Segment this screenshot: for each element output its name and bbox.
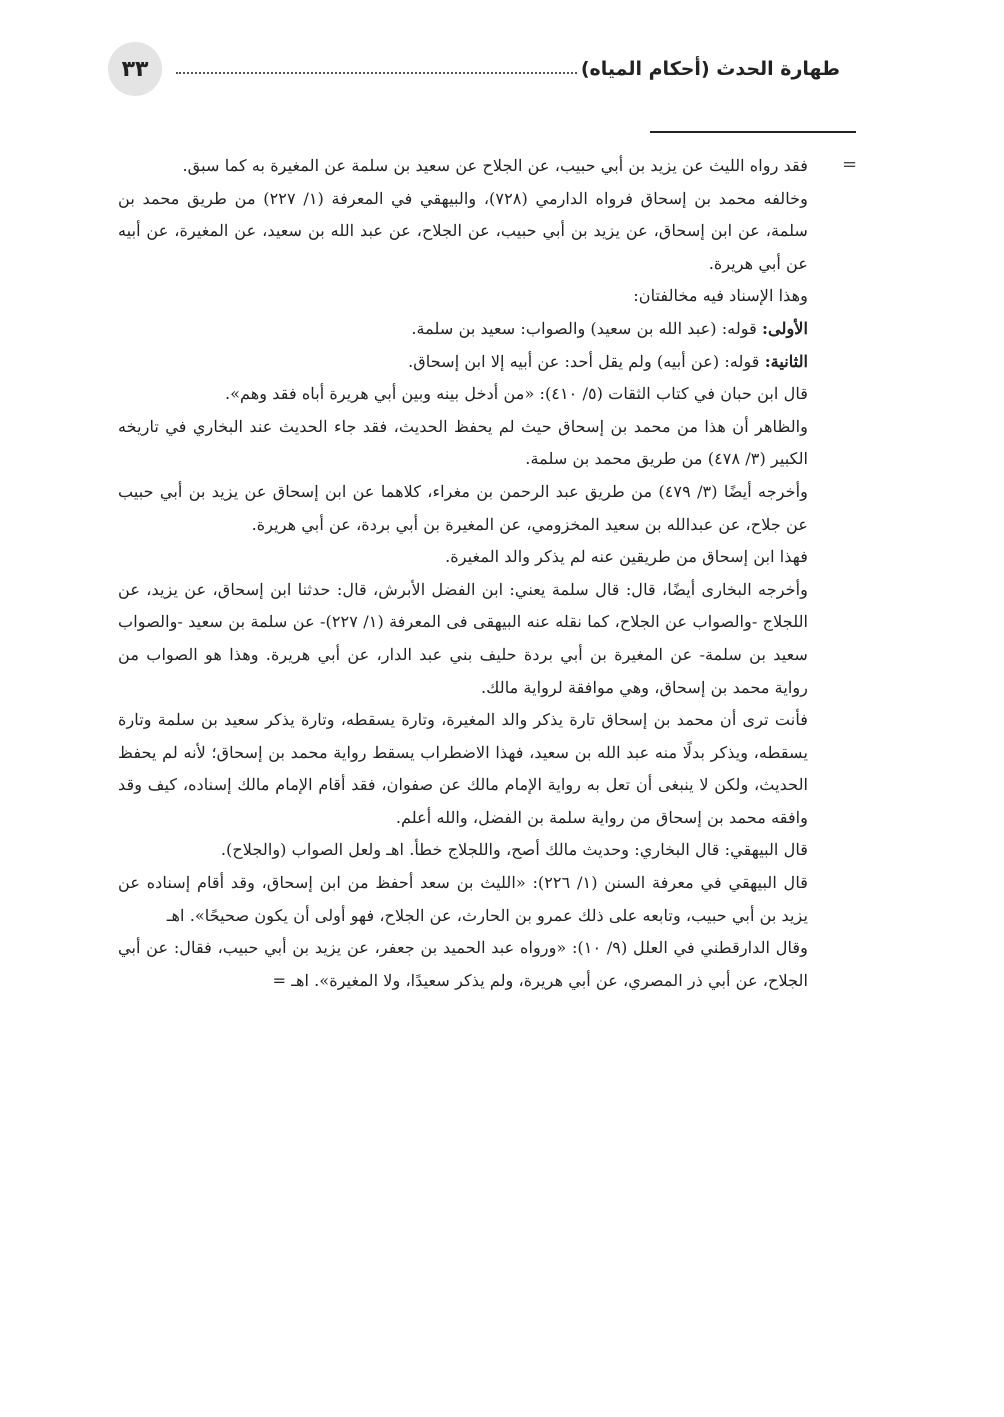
paragraph: قال البيهقي في معرفة السنن (١/ ٢٢٦): «الليث بن سعد أحفظ من ابن إسحاق، وقد أقام إسناده عن يزيد بن أبي حبيب، وتابعه على ذلك عمرو بن الحارث، عن الجلاح، فهو أولى أن يكون صحيحًا». اهـ — [118, 873, 808, 925]
footnote-continuation-mark: = — [842, 154, 858, 175]
paragraph: قال البيهقي: قال البخاري: وحديث مالك أصح، واللجلاج خطأ. اهـ ولعل الصواب (والجلاح). — [220, 840, 808, 860]
paragraph: الأولى: قوله: (عبد الله بن سعيد) والصواب: سعيد بن سلمة. — [411, 318, 808, 338]
footnote-body — [118, 150, 808, 997]
paragraph-lead: الأولى: — [762, 318, 808, 338]
paragraph-lead: الثانية: — [764, 351, 808, 371]
paragraph: قال ابن حبان في كتاب الثقات (٥/ ٤١٠): «من أدخل بينه وبين أبي هريرة أباه فقد وهم». — [224, 384, 808, 404]
paragraph: وهذا الإسناد فيه مخالفتان: — [633, 286, 808, 306]
paragraph: وأخرجه البخارى أيضًا، قال: قال سلمة يعني: ابن الفضل الأبرش، قال: حدثنا ابن إسحاق، عن يزيد، عن اللجلاج -والصواب عن الجلاح، كما نقله عنه البيهقى فى المعرفة (١/ ٢٢٧)- عن سلمة بن سعيد -والصواب سعيد بن سلمة- عن المغيرة بن أبي بردة حليف بني عبد الدار، عن أبي هريرة. وهذا هو الصواب من رواية محمد بن إسحاق، وهي موافقة لرواية مالك. — [118, 579, 808, 697]
paragraph: فأنت ترى أن محمد بن إسحاق تارة يذكر والد المغيرة، وتارة يسقطه، وتارة يذكر سعيد بن سلمة وتارة يسقطه، ويذكر بدلًا منه عبد الله بن سعيد، فهذا الاضطراب يسقط رواية محمد بن إسحاق؛ لأنه لم يحفظ الحديث، ولكن لا ينبغى أن تعل به رواية الإمام مالك عن صفوان، فقد أقام الإمام مالك إسناده، كيف وقد وافقه محمد بن إسحاق من رواية سلمة بن الفضل، والله أعلم. — [118, 710, 808, 827]
paragraph: الثانية: قوله: (عن أبيه) ولم يقل أحد: عن أبيه إلا ابن إسحاق. — [408, 351, 808, 371]
header-title: طهارة الحدث (أحكام المياه) — [580, 58, 840, 80]
paragraph: وخالفه محمد بن إسحاق فرواه الدارمي (٧٢٨)، والبيهقي في المعرفة (١/ ٢٢٧) من طريق محمد بن سلمة، عن ابن إسحاق، عن يزيد بن أبي حبيب، عن الجلاح، عن عبد الله بن سعيد، عن المغيرة، عن أبيه عن أبي هريرة. — [118, 188, 808, 273]
paragraph: فهذا ابن إسحاق من طريقين عنه لم يذكر والد المغيرة. — [445, 547, 808, 567]
header-dot-leader — [176, 72, 577, 74]
paragraph: وأخرجه أيضًا (٣/ ٤٧٩) من طريق عبد الرحمن بن مغراء، كلاهما عن ابن إسحاق عن يزيد بن أبي حبيب عن جلاح، عن عبدالله بن سعيد المخزومي، عن المغيرة بن أبي بردة، عن أبي هريرة. — [118, 481, 808, 534]
paragraph: والظاهر أن هذا من محمد بن إسحاق حيث لم يحفظ الحديث، فقد جاء الحديث عند البخاري في تاريخه الكبير (٣/ ٤٧٨) من طريق محمد بن سلمة. — [118, 416, 808, 469]
running-header — [176, 54, 844, 84]
paragraph: وقال الدارقطني في العلل (٩/ ١٠): «ورواه عبد الحميد بن جعفر، عن يزيد بن أبي حبيب، فقال: عن أبي الجلاح، عن أبي ذر المصري، عن أبي هريرة، ولم يذكر سعيدًا، ولا المغيرة». اهـ = — [118, 938, 808, 990]
page-header — [108, 40, 844, 98]
footnote-separator-rule — [650, 131, 856, 133]
page-number-badge: ٣٣ — [108, 42, 162, 96]
paragraph: فقد رواه الليث عن يزيد بن أبي حبيب، عن الجلاح عن سعيد بن سلمة عن المغيرة به كما سبق. — [182, 156, 808, 175]
